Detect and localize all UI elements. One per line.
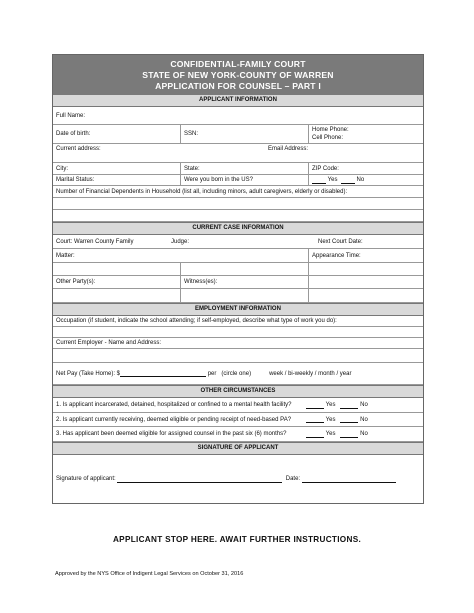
yes-blank[interactable] bbox=[312, 177, 326, 184]
circumstance-row-1 bbox=[53, 398, 423, 413]
no-label: No bbox=[356, 177, 365, 183]
section-other-circumstances: OTHER CIRCUMSTANCES bbox=[53, 385, 423, 398]
header-line-1: CONFIDENTIAL-FAMILY COURT bbox=[170, 59, 306, 69]
occupation-row bbox=[53, 316, 423, 327]
q1-yes-blank[interactable] bbox=[306, 402, 324, 409]
other-party-blank-3[interactable] bbox=[308, 289, 423, 302]
q1-no-label: No bbox=[360, 402, 368, 408]
q3-no-blank[interactable] bbox=[340, 431, 358, 438]
address-row bbox=[53, 144, 423, 163]
stop-instructions: APPLICANT STOP HERE. AWAIT FURTHER INSTRUCTIONS. bbox=[112, 535, 362, 544]
state-field[interactable]: State: bbox=[180, 163, 308, 174]
question-3: 3. Has applicant been deemed eligible for assigned counsel in the past six (6) months? bbox=[56, 431, 287, 437]
question-1-answer[interactable] bbox=[303, 398, 423, 412]
other-parties-field[interactable]: Other Party(s): bbox=[56, 279, 96, 285]
phone-field[interactable] bbox=[308, 125, 423, 143]
other-party-blank-2[interactable] bbox=[180, 289, 308, 302]
born-in-us-question: Were you born in the US? bbox=[180, 175, 308, 185]
q2-no-label: No bbox=[360, 416, 368, 423]
date-label: Date: bbox=[285, 476, 301, 482]
section-applicant-information: APPLICANT INFORMATION bbox=[53, 95, 423, 107]
net-pay-label: Net Pay (Take Home): $ bbox=[56, 370, 121, 377]
full-name-field[interactable]: Full Name: bbox=[56, 112, 86, 119]
circle-one-label: (circle one) bbox=[221, 370, 252, 377]
question-3-answer[interactable] bbox=[303, 427, 423, 441]
net-pay-field[interactable] bbox=[53, 363, 423, 384]
occupation-line[interactable] bbox=[53, 327, 423, 338]
current-employer-field[interactable]: Current Employer - Name and Address: bbox=[56, 340, 162, 346]
other-party-blank[interactable] bbox=[308, 276, 423, 288]
court-field: Court: Warren County Family bbox=[56, 238, 134, 245]
signature-row bbox=[53, 455, 423, 503]
other-party-blank-1[interactable] bbox=[53, 289, 180, 302]
section-current-case-information: CURRENT CASE INFORMATION bbox=[53, 222, 423, 235]
city-row bbox=[53, 163, 423, 175]
matter-blank-3[interactable] bbox=[308, 263, 423, 275]
home-phone-label: Home Phone: bbox=[312, 127, 349, 133]
judge-field[interactable]: Judge: bbox=[171, 238, 190, 245]
zip-field[interactable]: ZIP Code: bbox=[308, 163, 423, 174]
court-row bbox=[53, 235, 423, 249]
dependents-row bbox=[53, 186, 423, 198]
dependents-line-2[interactable] bbox=[53, 210, 423, 222]
marital-status-field[interactable]: Marital Status: bbox=[56, 177, 95, 183]
net-pay-row bbox=[53, 363, 423, 385]
form-header bbox=[53, 55, 423, 95]
approval-footer: Approved by the NYS Office of Indigent Legal Services on October 31, 2016 bbox=[55, 571, 244, 577]
other-party-row-2 bbox=[53, 289, 423, 303]
matter-row-2 bbox=[53, 263, 423, 276]
email-address-field[interactable]: Email Address: bbox=[268, 146, 309, 152]
dob-row bbox=[53, 125, 423, 144]
cell-phone-label: Cell Phone: bbox=[312, 135, 344, 141]
question-2-answer[interactable] bbox=[303, 413, 423, 426]
matter-blank-1[interactable] bbox=[53, 263, 180, 275]
employer-row bbox=[53, 338, 423, 349]
dependents-label: Number of Financial Dependents in Household (list all, including minors, adult caregivers, elderly or disabled): bbox=[56, 188, 348, 195]
question-2: 2. Is applicant currently receiving, deemed eligible or pending receipt of need-based PA? bbox=[56, 416, 292, 423]
q2-no-blank[interactable] bbox=[340, 416, 358, 423]
circumstance-row-2 bbox=[53, 413, 423, 427]
city-field[interactable]: City: bbox=[56, 165, 68, 172]
born-in-us-answer[interactable] bbox=[308, 175, 423, 185]
application-form bbox=[52, 54, 424, 504]
pay-period-options[interactable]: week / bi-weekly / month / year bbox=[269, 370, 352, 377]
current-address-field[interactable]: Current address: bbox=[56, 146, 101, 152]
signature-field[interactable] bbox=[53, 455, 423, 503]
no-blank[interactable] bbox=[341, 177, 355, 184]
circumstance-row-3 bbox=[53, 427, 423, 442]
header-line-3: APPLICATION FOR COUNSEL – PART I bbox=[155, 81, 321, 91]
question-1: 1. Is applicant incarcerated, detained, hospitalized or confined to a mental health facility? bbox=[56, 402, 292, 408]
section-employment-information: EMPLOYMENT INFORMATION bbox=[53, 303, 423, 316]
q3-yes-label: Yes bbox=[325, 431, 336, 437]
matter-field[interactable]: Matter: bbox=[56, 252, 75, 259]
next-court-date-field[interactable]: Next Court Date: bbox=[318, 238, 363, 245]
matter-blank-2[interactable] bbox=[180, 263, 308, 275]
q2-yes-blank[interactable] bbox=[306, 416, 324, 423]
matter-row bbox=[53, 249, 423, 263]
section-signature-of-applicant: SIGNATURE OF APPLICANT bbox=[53, 442, 423, 455]
q3-no-label: No bbox=[360, 431, 368, 437]
appearance-time-field[interactable]: Appearance Time: bbox=[308, 249, 423, 262]
ssn-field[interactable]: SSN: bbox=[180, 125, 308, 143]
per-label: per bbox=[207, 370, 217, 377]
yes-label: Yes bbox=[327, 177, 338, 183]
full-name-row bbox=[53, 107, 423, 125]
q1-yes-label: Yes bbox=[325, 402, 336, 408]
marital-row bbox=[53, 175, 423, 186]
q2-yes-label: Yes bbox=[325, 416, 336, 423]
signature-blank[interactable] bbox=[117, 476, 282, 483]
header-line-2: STATE OF NEW YORK-COUNTY OF WARREN bbox=[142, 70, 334, 80]
signature-label: Signature of applicant: bbox=[56, 476, 116, 482]
dob-field[interactable]: Date of birth: bbox=[56, 131, 91, 137]
occupation-label: Occupation (if student, indicate the school attending; if self-employed, describe what type of work you do): bbox=[56, 318, 337, 324]
dependents-line-1[interactable] bbox=[53, 198, 423, 210]
witnesses-field[interactable]: Witness(es): bbox=[180, 276, 308, 288]
other-party-row bbox=[53, 276, 423, 289]
date-blank[interactable] bbox=[302, 476, 396, 483]
employer-line[interactable] bbox=[53, 349, 423, 363]
q3-yes-blank[interactable] bbox=[306, 431, 324, 438]
q1-no-blank[interactable] bbox=[340, 402, 358, 409]
net-pay-blank[interactable] bbox=[120, 370, 206, 377]
